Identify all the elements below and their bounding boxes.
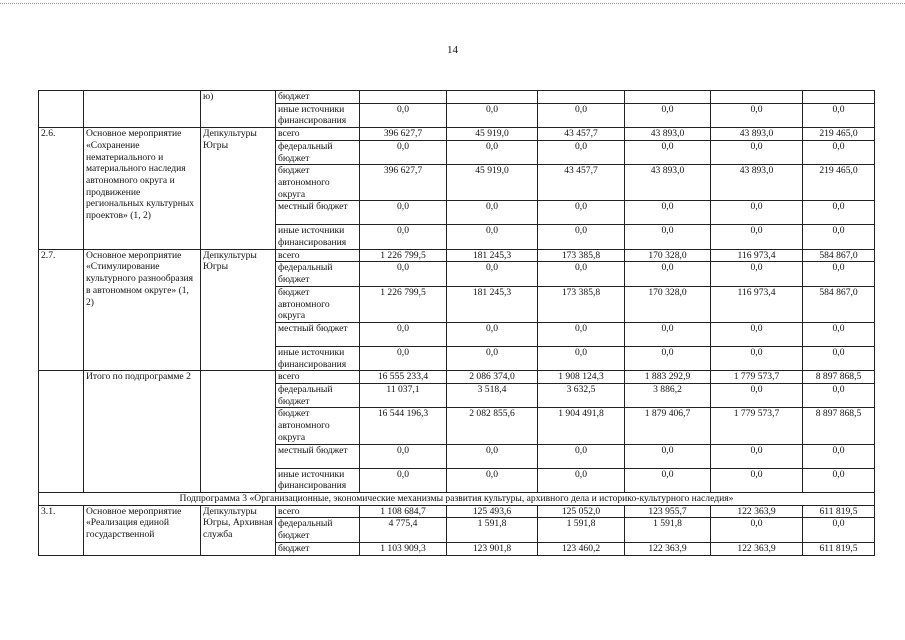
value-cell: 0,0 [538, 201, 625, 225]
value-cell: 0,0 [360, 322, 447, 346]
value-cell: 3 518,4 [447, 384, 538, 408]
value-cell: 396 627,7 [360, 128, 447, 141]
value-cell: 0,0 [803, 225, 875, 249]
value-cell: 0,0 [447, 444, 538, 468]
value-cell: 0,0 [625, 103, 711, 127]
page-number: 14 [447, 44, 458, 56]
value-cell: 0,0 [711, 322, 803, 346]
value-cell: 0,0 [447, 225, 538, 249]
value-cell: 1 591,8 [538, 518, 625, 542]
measure-number-cell [39, 91, 84, 128]
funding-source-cell: местный бюджет [276, 201, 360, 225]
funding-source-cell: всего [276, 128, 360, 141]
value-cell: 0,0 [803, 140, 875, 164]
value-cell: 125 493,6 [447, 505, 538, 518]
value-cell: 1 591,8 [625, 518, 711, 542]
executor-cell: Депкультуры Югры, Архивная служба [201, 505, 276, 555]
measure-name-cell: Основное мероприятие «Стимулирование культурного разнообразия в автономном округе» (1, 2) [84, 249, 201, 371]
value-cell: 0,0 [538, 225, 625, 249]
value-cell: 0,0 [711, 201, 803, 225]
measure-number-cell [39, 371, 84, 493]
value-cell: 0,0 [538, 103, 625, 127]
value-cell: 1 591,8 [447, 518, 538, 542]
value-cell: 0,0 [711, 140, 803, 164]
value-cell: 0,0 [803, 384, 875, 408]
funding-source-cell: бюджет автономного округа [276, 286, 360, 322]
table-row [39, 91, 875, 104]
value-cell: 0,0 [538, 140, 625, 164]
value-cell: 0,0 [625, 262, 711, 286]
value-cell: 0,0 [711, 262, 803, 286]
value-cell [447, 91, 538, 104]
funding-source-cell: иные источники финансирования [276, 225, 360, 249]
value-cell: 8 897 868,5 [803, 408, 875, 444]
value-cell: 0,0 [360, 103, 447, 127]
value-cell: 0,0 [711, 468, 803, 492]
funding-source-cell: всего [276, 371, 360, 384]
measure-number-cell: 3.1. [39, 505, 84, 555]
value-cell: 0,0 [711, 444, 803, 468]
value-cell: 0,0 [360, 444, 447, 468]
value-cell: 16 555 233,4 [360, 371, 447, 384]
executor-cell: Депкультуры Югры [201, 128, 276, 250]
value-cell: 1 908 124,3 [538, 371, 625, 384]
value-cell: 170 328,0 [625, 249, 711, 262]
funding-source-cell: всего [276, 249, 360, 262]
value-cell: 0,0 [625, 322, 711, 346]
funding-source-cell: иные источники финансирования [276, 468, 360, 492]
value-cell: 0,0 [803, 322, 875, 346]
value-cell: 0,0 [711, 103, 803, 127]
value-cell: 173 385,8 [538, 286, 625, 322]
value-cell: 0,0 [803, 103, 875, 127]
table-row [39, 128, 875, 141]
value-cell: 2 082 855,6 [447, 408, 538, 444]
funding-source-cell: всего [276, 505, 360, 518]
value-cell: 0,0 [711, 384, 803, 408]
value-cell: 1 883 292,9 [625, 371, 711, 384]
value-cell [625, 91, 711, 104]
table-row [39, 505, 875, 518]
value-cell: 2 086 374,0 [447, 371, 538, 384]
value-cell [803, 91, 875, 104]
value-cell: 0,0 [360, 140, 447, 164]
value-cell: 0,0 [625, 444, 711, 468]
measure-number-cell: 2.7. [39, 249, 84, 371]
scan-top-line [0, 3, 905, 4]
measure-name-cell: Основное мероприятие «Реализация единой государственной [84, 505, 201, 555]
value-cell: 0,0 [803, 262, 875, 286]
value-cell: 219 465,0 [803, 165, 875, 201]
subprogram-header-row [39, 492, 875, 505]
value-cell: 0,0 [803, 468, 875, 492]
value-cell: 0,0 [538, 322, 625, 346]
value-cell: 0,0 [447, 468, 538, 492]
value-cell: 219 465,0 [803, 128, 875, 141]
table-row [39, 249, 875, 262]
value-cell: 116 973,4 [711, 249, 803, 262]
value-cell: 8 897 868,5 [803, 371, 875, 384]
table-row [39, 371, 875, 384]
funding-source-cell: местный бюджет [276, 322, 360, 346]
value-cell: 0,0 [625, 468, 711, 492]
value-cell: 0,0 [360, 346, 447, 370]
value-cell: 181 245,3 [447, 286, 538, 322]
funding-source-cell: федеральный бюджет [276, 518, 360, 542]
value-cell: 0,0 [360, 262, 447, 286]
executor-cell [201, 371, 276, 493]
value-cell: 0,0 [360, 201, 447, 225]
value-cell: 43 457,7 [538, 165, 625, 201]
value-cell: 611 819,5 [803, 542, 875, 555]
value-cell: 123 955,7 [625, 505, 711, 518]
value-cell: 0,0 [447, 262, 538, 286]
measure-number-cell: 2.6. [39, 128, 84, 250]
measure-name-cell: Основное мероприятие «Сохранение нематериального и материального наследия автономного округа и продвижение региональных культурных проектов» (1, 2) [84, 128, 201, 250]
value-cell: 0,0 [803, 201, 875, 225]
value-cell: 43 893,0 [625, 165, 711, 201]
value-cell: 1 226 799,5 [360, 249, 447, 262]
value-cell [360, 91, 447, 104]
value-cell: 0,0 [711, 346, 803, 370]
value-cell: 122 363,9 [625, 542, 711, 555]
value-cell: 3 886,2 [625, 384, 711, 408]
value-cell: 125 052,0 [538, 505, 625, 518]
value-cell: 0,0 [625, 346, 711, 370]
value-cell: 122 363,9 [711, 505, 803, 518]
value-cell: 1 779 573,7 [711, 408, 803, 444]
value-cell: 0,0 [538, 262, 625, 286]
value-cell: 0,0 [447, 322, 538, 346]
value-cell: 1 879 406,7 [625, 408, 711, 444]
value-cell: 170 328,0 [625, 286, 711, 322]
value-cell: 0,0 [538, 346, 625, 370]
value-cell: 123 901,8 [447, 542, 538, 555]
subprogram-title: Подпрограмма 3 «Организационные, экономические механизмы развития культуры, архивного дела и историко-культурного наследия» [39, 492, 875, 505]
value-cell: 43 893,0 [711, 165, 803, 201]
value-cell: 45 919,0 [447, 128, 538, 141]
value-cell: 11 037,1 [360, 384, 447, 408]
value-cell: 43 457,7 [538, 128, 625, 141]
value-cell: 4 775,4 [360, 518, 447, 542]
value-cell: 1 226 799,5 [360, 286, 447, 322]
value-cell: 3 632,5 [538, 384, 625, 408]
funding-source-cell: федеральный бюджет [276, 384, 360, 408]
measure-name-cell [84, 91, 201, 128]
value-cell: 1 108 684,7 [360, 505, 447, 518]
funding-source-cell: бюджет [276, 542, 360, 555]
value-cell: 0,0 [711, 518, 803, 542]
funding-source-cell: бюджет автономного округа [276, 408, 360, 444]
value-cell: 0,0 [625, 225, 711, 249]
value-cell: 396 627,7 [360, 165, 447, 201]
funding-source-cell: федеральный бюджет [276, 262, 360, 286]
value-cell: 1 904 491,8 [538, 408, 625, 444]
executor-cell: Депкультуры Югры [201, 249, 276, 371]
value-cell: 611 819,5 [803, 505, 875, 518]
value-cell: 45 919,0 [447, 165, 538, 201]
value-cell: 0,0 [711, 225, 803, 249]
value-cell: 0,0 [538, 468, 625, 492]
value-cell: 0,0 [538, 444, 625, 468]
value-cell: 181 245,3 [447, 249, 538, 262]
value-cell: 16 544 196,3 [360, 408, 447, 444]
value-cell: 0,0 [360, 225, 447, 249]
measure-name-cell: Итого по подпрограмме 2 [84, 371, 201, 493]
funding-source-cell: иные источники финансирования [276, 346, 360, 370]
value-cell: 584 867,0 [803, 286, 875, 322]
value-cell: 0,0 [447, 140, 538, 164]
value-cell [711, 91, 803, 104]
value-cell: 0,0 [803, 518, 875, 542]
funding-source-cell: местный бюджет [276, 444, 360, 468]
value-cell: 0,0 [625, 140, 711, 164]
funding-table [38, 90, 875, 556]
value-cell: 0,0 [625, 201, 711, 225]
executor-cell: ю) [201, 91, 276, 128]
funding-source-cell: бюджет автономного округа [276, 165, 360, 201]
value-cell: 0,0 [447, 103, 538, 127]
value-cell: 173 385,8 [538, 249, 625, 262]
value-cell: 122 363,9 [711, 542, 803, 555]
value-cell [538, 91, 625, 104]
value-cell: 1 103 909,3 [360, 542, 447, 555]
value-cell: 584 867,0 [803, 249, 875, 262]
value-cell: 43 893,0 [711, 128, 803, 141]
funding-source-cell: иные источники финансирования [276, 103, 360, 127]
funding-source-cell: бюджет [276, 91, 360, 104]
funding-source-cell: федеральный бюджет [276, 140, 360, 164]
value-cell: 1 779 573,7 [711, 371, 803, 384]
value-cell: 0,0 [360, 468, 447, 492]
value-cell: 0,0 [447, 201, 538, 225]
value-cell: 0,0 [447, 346, 538, 370]
value-cell: 116 973,4 [711, 286, 803, 322]
value-cell: 43 893,0 [625, 128, 711, 141]
value-cell: 123 460,2 [538, 542, 625, 555]
value-cell: 0,0 [803, 346, 875, 370]
value-cell: 0,0 [803, 444, 875, 468]
